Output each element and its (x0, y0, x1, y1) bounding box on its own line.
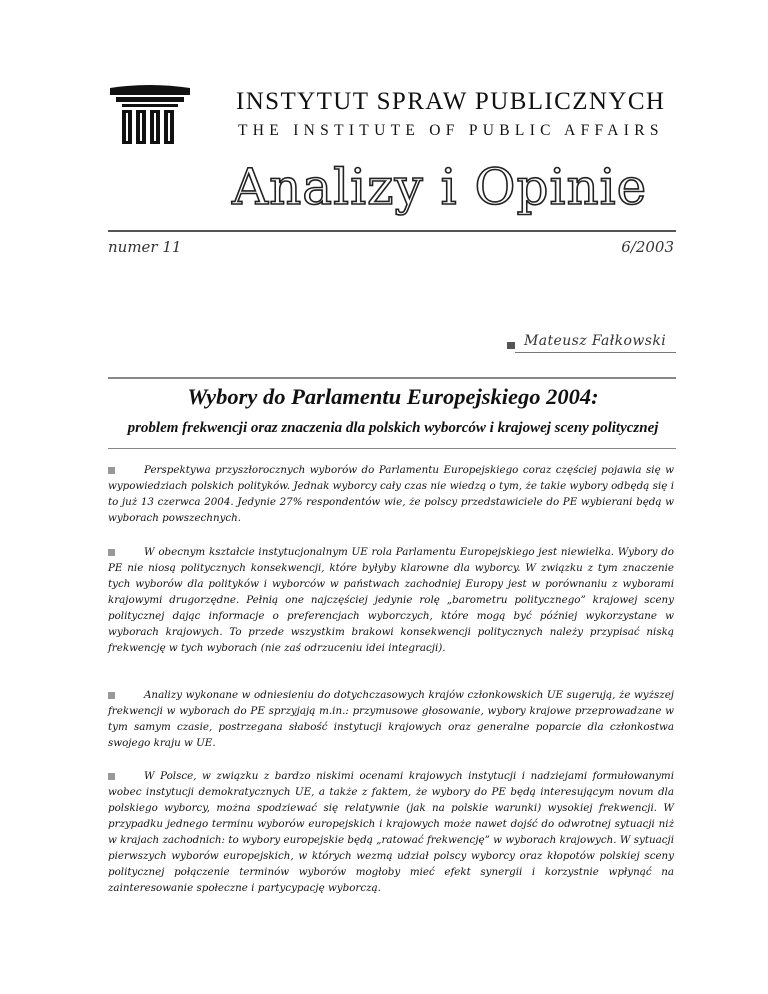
title-top-rule (108, 377, 676, 379)
title-bottom-rule (108, 448, 676, 449)
issue-date: 6/2003 (621, 238, 674, 256)
issue-number: numer 11 (108, 238, 182, 256)
author-marker-icon (507, 342, 515, 349)
org-name-en: THE INSTITUTE OF PUBLIC AFFAIRS (238, 122, 664, 139)
publication-title: Analizy i Opinie (232, 158, 648, 216)
article-subtitle: problem frekwencji oraz znaczenia dla polskich wyborców i krajowej sceny politycznej (127, 420, 659, 436)
header-divider (108, 230, 676, 232)
paragraph-3: Analizy wykonane w odniesieniu do dotychczasowych krajów członkowskich UE sugerują, że wyższej frekwencji w wyborach do PE sprzyjają m.in.: przymusowe głosowanie, wybory krajowe przeprowadzane w tym samym czasie, postrzegana słabość instytucji krajowych oraz generalne poparcie dla członkostwa swojego kraju w UE. (108, 689, 674, 749)
paragraph-4: W Polsce, w związku z bardzo niskimi ocenami krajowych instytucji i nadziejami formułowanymi wobec instytucji demokratycznych UE, a także z faktem, że wybory do PE będą interesującym novum dla polskiego wyborcy, można spodziewać się relatywnie (jak na polskie warunki) wysokiej frekwencji. W przypadku jednego terminu wyborów europejskich i krajowych może nawet dojść do odwrotnej sytuacji niż w krajach zachodnich: to wybory europejskie będą „ratować frekwencję” w wyborach krajowych. W sytuacji pierwszych wyborów europejskich, w których wezmą udział polscy wyborcy oraz kłopotów polskiej sceny politycznej połączenie terminów wyborów mogłoby mieć efekt synergii i korzystnie wpłynąć na zainteresowanie społeczne i partycypację wyborczą. (108, 770, 674, 894)
author-name: Mateusz Fałkowski (524, 333, 667, 349)
org-name-pl: INSTYTUT SPRAW PUBLICZNYCH (236, 88, 666, 115)
article-title: Wybory do Parlamentu Europejskiego 2004: (187, 384, 599, 409)
paragraph-1: Perspektywa przyszłorocznych wyborów do Parlamentu Europejskiego coraz częściej pojawia się w wypowiedziach polskich polityków. Jednak wyborcy cały czas nie wiedzą o tym, że takie wybory odbędą się i to już 13 czerwca 2004. Jedynie 27% respondentów wie, że polscy przedstawiciele do PE wybierani będą w wyborach powszechnych. (108, 464, 674, 524)
paragraph-2: W obecnym kształcie instytucjonalnym UE rola Parlamentu Europejskiego jest niewielka. Wybory do PE nie niosą politycznych konsekwencji, które byłyby klarowne dla wyborcy. W związku z tym znaczenie tych wyborów dla polityków i wyborców w państwach zachodniej Europy jest w porównaniu z wyborami krajowymi drugorzędne. Pełnią one najczęściej jedynie rolę „barometru politycznego” krajowej sceny politycznej dając informacje o preferencjach wyborczych, które mogą być później wykorzystane w wyborach krajowych. To przede wszystkim brakowi konsekwencji politycznych należy przypisać niską frekwencję w tych wyborach (nie zaś odrzuceniu idei integracji). (108, 546, 674, 654)
column-capital-icon (108, 84, 192, 150)
author-underline (515, 352, 676, 353)
